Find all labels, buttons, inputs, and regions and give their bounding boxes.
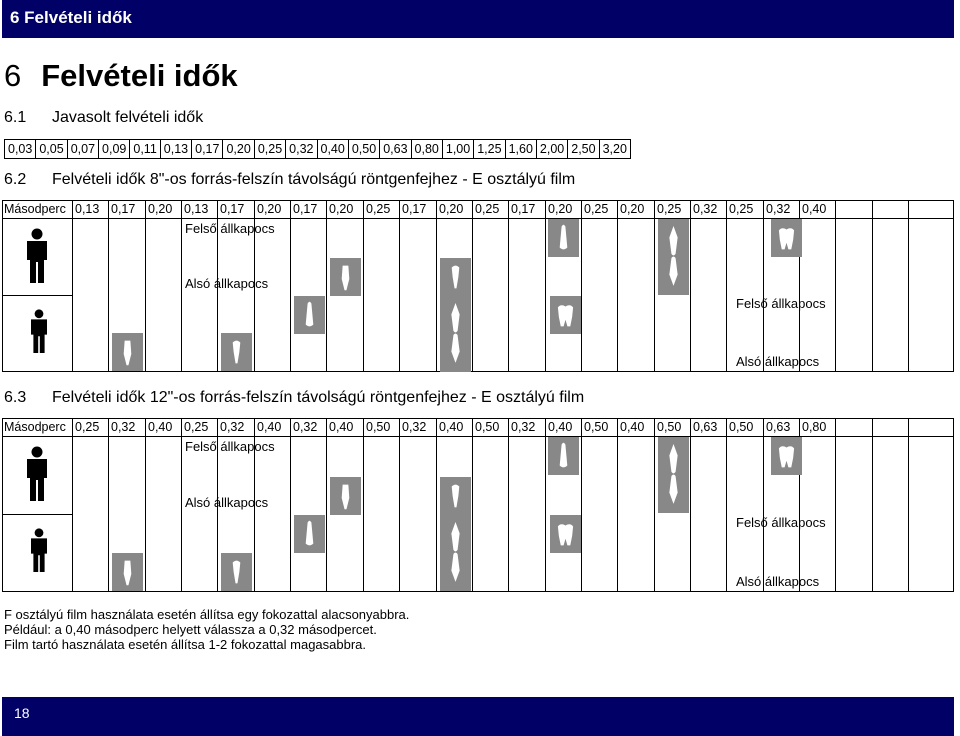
grid-line xyxy=(581,200,582,372)
grid-line xyxy=(908,200,909,372)
section-6-2-title: Felvételi idők 8"-os forrás-felszín távolságú röntgenfejhez - E osztályú film xyxy=(52,171,576,188)
tooth-icon xyxy=(771,219,802,257)
exposure-value-cell: 0,25 xyxy=(75,420,100,434)
grid-line xyxy=(72,418,73,592)
grid-line xyxy=(108,200,109,372)
exposure-value-cell: 0,40 xyxy=(548,420,573,434)
grid-line xyxy=(654,200,655,372)
section-6-1-title: Javasolt felvételi idők xyxy=(52,109,204,126)
grid-line xyxy=(726,418,727,592)
tooth-icon xyxy=(221,333,252,371)
grid-line xyxy=(2,295,72,296)
note-line-2: Például: a 0,40 másodperc helyett válassza a 0,32 másodpercet. xyxy=(4,622,377,637)
grid-line xyxy=(145,418,146,592)
tooth-icon xyxy=(658,219,689,295)
grid-line xyxy=(472,418,473,592)
tooth-icon xyxy=(440,515,471,591)
grid-line xyxy=(953,200,954,372)
adult-person-icon xyxy=(22,446,52,502)
exposure-value-cell: 0,32 xyxy=(511,420,536,434)
grid-line xyxy=(326,418,327,592)
grid-line xyxy=(872,418,873,592)
exposure-value-cell: 0,13 xyxy=(184,202,209,216)
section-6-2-heading xyxy=(4,171,575,189)
tooth-icon xyxy=(330,477,361,515)
recommended-time-cell: 0,11 xyxy=(130,140,160,159)
exposure-value-cell: 0,63 xyxy=(766,420,791,434)
grid-line xyxy=(145,200,146,372)
child-upper-jaw-label: Felső állkapocs xyxy=(736,296,826,311)
tooth-icon xyxy=(330,258,361,296)
section-6-3-heading xyxy=(4,389,584,407)
recommended-time-cell: 0,07 xyxy=(67,140,98,159)
recommended-time-cell: 0,50 xyxy=(348,140,379,159)
exposure-value-cell: 0,17 xyxy=(220,202,245,216)
section-6-2-number: 6.2 xyxy=(4,171,27,188)
grid-line xyxy=(399,200,400,372)
grid-line xyxy=(763,200,764,372)
recommended-times-table xyxy=(4,139,631,159)
grid-line xyxy=(2,514,72,515)
grid-line xyxy=(72,200,73,372)
grid-line xyxy=(326,200,327,372)
recommended-time-cell: 0,13 xyxy=(160,140,191,159)
grid-line xyxy=(508,200,509,372)
exposure-value-cell: 0,40 xyxy=(620,420,645,434)
recommended-time-cell: 0,32 xyxy=(286,140,317,159)
recommended-time-cell: 0,09 xyxy=(99,140,130,159)
exposure-value-cell: 0,25 xyxy=(729,202,754,216)
tooth-icon xyxy=(112,333,143,371)
grid-line xyxy=(399,418,400,592)
child-lower-jaw-label: Alsó állkapocs xyxy=(736,574,820,589)
exposure-value-cell: 0,50 xyxy=(729,420,754,434)
grid-line xyxy=(617,418,618,592)
grid-line xyxy=(617,200,618,372)
recommended-time-cell: 1,25 xyxy=(474,140,505,159)
exposure-value-cell: 0,40 xyxy=(802,202,827,216)
tooth-icon xyxy=(440,477,471,515)
exposure-value-cell: 0,50 xyxy=(475,420,500,434)
tooth-icon xyxy=(550,296,581,334)
page-title-number: 6 xyxy=(4,58,22,93)
recommended-time-cell: 1,00 xyxy=(442,140,473,159)
child-person-icon xyxy=(27,309,51,354)
grid-line xyxy=(654,418,655,592)
exposure-value-cell: 0,40 xyxy=(257,420,282,434)
grid-line xyxy=(436,418,437,592)
page-title-text: Felvételi idők xyxy=(41,58,238,93)
grid-line xyxy=(690,418,691,592)
exposure-value-cell: 0,20 xyxy=(548,202,573,216)
recommended-time-cell: 1,60 xyxy=(505,140,536,159)
grid-line xyxy=(472,200,473,372)
unit-label: Másodperc xyxy=(4,202,66,216)
adult-lower-jaw-label: Alsó állkapocs xyxy=(185,276,269,291)
recommended-time-cell: 2,50 xyxy=(568,140,599,159)
recommended-time-cell: 0,40 xyxy=(317,140,348,159)
exposure-value-cell: 0,40 xyxy=(148,420,173,434)
grid-line xyxy=(2,200,3,372)
grid-line xyxy=(581,418,582,592)
tooth-icon xyxy=(440,258,471,296)
exposure-value-cell: 0,17 xyxy=(511,202,536,216)
grid-line xyxy=(835,200,836,372)
grid-line xyxy=(108,418,109,592)
grid-line xyxy=(508,418,509,592)
grid-line xyxy=(953,418,954,592)
exposure-value-cell: 0,25 xyxy=(475,202,500,216)
exposure-value-cell: 0,63 xyxy=(693,420,718,434)
exposure-value-cell: 0,32 xyxy=(766,202,791,216)
exposure-value-cell: 0,20 xyxy=(620,202,645,216)
tooth-icon xyxy=(294,515,325,553)
recommended-time-cell: 2,00 xyxy=(536,140,567,159)
adult-lower-jaw-label: Alsó állkapocs xyxy=(185,495,269,510)
tooth-icon xyxy=(771,437,802,475)
tooth-icon xyxy=(548,437,579,475)
exposure-value-cell: 0,50 xyxy=(366,420,391,434)
recommended-time-cell: 0,80 xyxy=(411,140,442,159)
recommended-time-cell: 0,05 xyxy=(36,140,67,159)
adult-person-icon xyxy=(22,228,52,284)
exposure-value-cell: 0,32 xyxy=(693,202,718,216)
child-lower-jaw-label: Alsó állkapocs xyxy=(736,354,820,369)
recommended-time-cell: 0,63 xyxy=(380,140,411,159)
header-title: 6 Felvételi idők xyxy=(10,8,132,27)
exposure-value-cell: 0,80 xyxy=(802,420,827,434)
recommended-time-cell: 0,25 xyxy=(254,140,285,159)
exposure-value-cell: 0,32 xyxy=(402,420,427,434)
tooth-icon xyxy=(658,437,689,513)
adult-upper-jaw-label: Felső állkapocs xyxy=(185,439,275,454)
exposure-value-cell: 0,32 xyxy=(111,420,136,434)
note-line-1: F osztályú film használata esetén állítsa egy fokozattal alacsonyabbra. xyxy=(4,607,410,622)
grid-line xyxy=(181,418,182,592)
grid-line xyxy=(835,418,836,592)
unit-label: Másodperc xyxy=(4,420,66,434)
exposure-value-cell: 0,25 xyxy=(657,202,682,216)
exposure-value-cell: 0,32 xyxy=(220,420,245,434)
section-6-1-number: 6.1 xyxy=(4,109,27,126)
grid-line xyxy=(872,200,873,372)
tooth-icon xyxy=(112,553,143,591)
exposure-value-cell: 0,13 xyxy=(75,202,100,216)
recommended-times-row xyxy=(5,140,631,159)
tooth-icon xyxy=(440,296,471,372)
exposure-value-cell: 0,50 xyxy=(657,420,682,434)
exposure-value-cell: 0,17 xyxy=(293,202,318,216)
grid-line xyxy=(290,200,291,372)
grid-line xyxy=(363,200,364,372)
exposure-value-cell: 0,40 xyxy=(439,420,464,434)
exposure-value-cell: 0,20 xyxy=(439,202,464,216)
tooth-icon xyxy=(294,296,325,334)
exposure-value-cell: 0,20 xyxy=(257,202,282,216)
adult-upper-jaw-label: Felső állkapocs xyxy=(185,221,275,236)
grid-line xyxy=(545,200,546,372)
grid-line xyxy=(726,200,727,372)
recommended-time-cell: 0,17 xyxy=(192,140,223,159)
child-person-icon xyxy=(27,528,51,573)
recommended-time-cell: 0,20 xyxy=(223,140,254,159)
grid-line xyxy=(2,418,3,592)
grid-line xyxy=(290,418,291,592)
exposure-value-cell: 0,20 xyxy=(329,202,354,216)
grid-line xyxy=(690,200,691,372)
exposure-value-cell: 0,25 xyxy=(584,202,609,216)
exposure-value-cell: 0,25 xyxy=(366,202,391,216)
tooth-icon xyxy=(221,553,252,591)
note-line-3: Film tartó használata esetén állítsa 1-2 fokozattal magasabbra. xyxy=(4,637,367,652)
grid-line xyxy=(363,418,364,592)
grid-line xyxy=(763,418,764,592)
page-number: 18 xyxy=(14,705,30,721)
grid-line xyxy=(545,418,546,592)
recommended-time-cell: 0,03 xyxy=(5,140,36,159)
tooth-icon xyxy=(550,515,581,553)
exposure-value-cell: 0,40 xyxy=(329,420,354,434)
child-upper-jaw-label: Felső állkapocs xyxy=(736,515,826,530)
exposure-value-cell: 0,17 xyxy=(402,202,427,216)
recommended-time-cell: 3,20 xyxy=(599,140,630,159)
section-6-3-number: 6.3 xyxy=(4,389,27,406)
exposure-value-cell: 0,20 xyxy=(148,202,173,216)
exposure-value-cell: 0,50 xyxy=(584,420,609,434)
grid-line xyxy=(436,200,437,372)
exposure-grid-12in xyxy=(2,418,954,592)
tooth-icon xyxy=(548,219,579,257)
page-title xyxy=(4,58,238,94)
grid-line xyxy=(181,200,182,372)
section-6-3-title: Felvételi idők 12"-os forrás-felszín távolságú röntgenfejhez - E osztályú film xyxy=(52,389,585,406)
section-6-1-heading xyxy=(4,109,203,127)
footer-bar xyxy=(2,697,954,736)
grid-line xyxy=(908,418,909,592)
exposure-value-cell: 0,25 xyxy=(184,420,209,434)
exposure-value-cell: 0,32 xyxy=(293,420,318,434)
exposure-value-cell: 0,17 xyxy=(111,202,136,216)
top-header-bar xyxy=(2,0,954,38)
exposure-grid-8in xyxy=(2,200,954,372)
